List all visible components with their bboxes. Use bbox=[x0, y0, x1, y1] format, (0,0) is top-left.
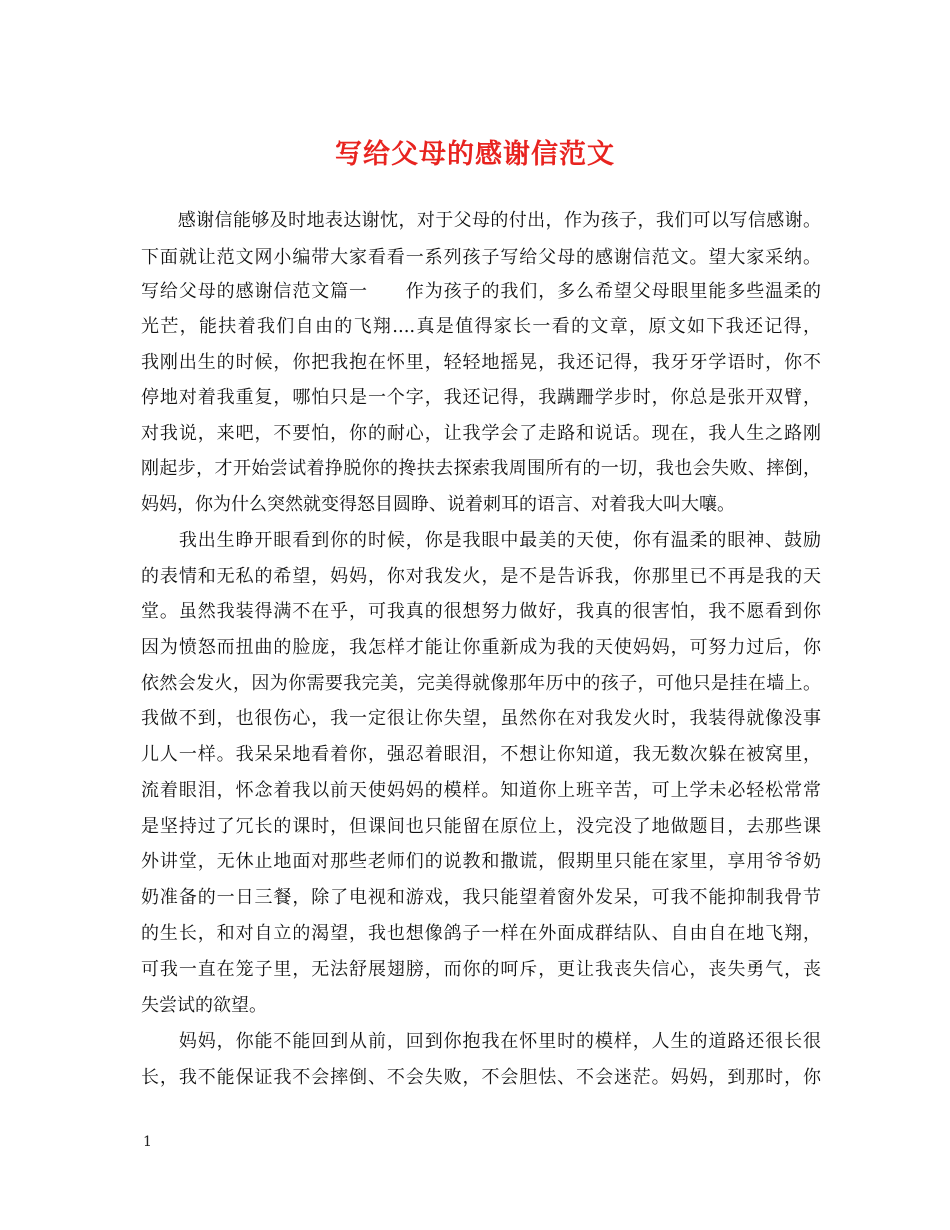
text-line: 我出生睁开眼看到你的时候，你是我眼中最美的天使，你有温柔的眼神、鼓励 bbox=[141, 530, 821, 551]
text-line: 妈妈，你为什么突然就变得怒目圆睁、说着刺耳的语言、对着我大叫大嚷。 bbox=[141, 494, 735, 515]
text-line: 的生长，和对自立的渴望，我也想像鸽子一样在外面成群结队、自由自在地飞翔， bbox=[141, 923, 821, 944]
text-line: 失尝试的欲望。 bbox=[141, 995, 267, 1016]
text-line: 堂。虽然我装得满不在乎，可我真的很想努力做好，我真的很害怕，我不愿看到你 bbox=[141, 601, 821, 622]
text-line: 是坚持过了冗长的课时，但课间也只能留在原位上，没完没了地做题目，去那些课 bbox=[141, 816, 821, 837]
text-line: 我做不到，也很伤心，我一定很让你失望，虽然你在对我发火时，我装得就像没事 bbox=[141, 708, 821, 729]
text-line: 奶准备的一日三餐，除了电视和游戏，我只能望着窗外发呆，可我不能抑制我骨节 bbox=[141, 887, 821, 908]
text-line: 停地对着我重复，哪怕只是一个字，我还记得，我蹒跚学步时，你总是张开双臂， bbox=[141, 387, 821, 408]
text-line: 妈妈，你能不能回到从前，回到你抱我在怀里时的模样，人生的道路还很长很 bbox=[141, 1031, 821, 1052]
text-line: 对我说，来吧，不要怕，你的耐心，让我学会了走路和说话。现在，我人生之路刚 bbox=[141, 423, 821, 444]
text-line: 长，我不能保证我不会摔倒、不会失败，不会胆怯、不会迷茫。妈妈，到那时，你 bbox=[141, 1067, 821, 1088]
document-title: 写给父母的感谢信范文 bbox=[335, 139, 615, 170]
text-line: 可我一直在笼子里，无法舒展翅膀，而你的呵斥，更让我丧失信心，丧失勇气，丧 bbox=[141, 959, 821, 980]
text-line: 儿人一样。我呆呆地看着你，强忍着眼泪，不想让你知道，我无数次躲在被窝里， bbox=[141, 744, 821, 765]
text-line: 写给父母的感谢信范文篇一 作为孩子的我们，多么希望父母眼里能多些温柔的 bbox=[141, 281, 821, 302]
text-line: 因为愤怒而扭曲的脸庞，我怎样才能让你重新成为我的天使妈妈，可努力过后，你 bbox=[141, 637, 821, 658]
text-line: 感谢信能够及时地表达谢忱，对于父母的付出，作为孩子，我们可以写信感谢。 bbox=[141, 210, 821, 231]
text-line: 我刚出生的时候，你把我抱在怀里，轻轻地摇晃，我还记得，我牙牙学语时，你不 bbox=[141, 352, 821, 373]
text-line: 下面就让范文网小编带大家看看一系列孩子写给父母的感谢信范文。望大家采纳。 bbox=[141, 247, 821, 268]
text-line: 的表情和无私的希望，妈妈，你对我发火，是不是告诉我，你那里已不再是我的天 bbox=[141, 566, 821, 587]
text-line: 外讲堂，无休止地面对那些老师们的说教和撒谎，假期里只能在家里，享用爷爷奶 bbox=[141, 851, 821, 872]
page-number: 1 bbox=[143, 1134, 152, 1150]
text-line: 光芒，能扶着我们自由的飞翔....真是值得家长一看的文章，原文如下我还记得， bbox=[141, 316, 821, 337]
text-line: 流着眼泪，怀念着我以前天使妈妈的模样。知道你上班辛苦，可上学未必轻松常常 bbox=[141, 780, 821, 801]
text-line: 依然会发火，因为你需要我完美，完美得就像那年历中的孩子，可他只是挂在墙上。 bbox=[141, 673, 821, 694]
text-line: 刚起步，才开始尝试着挣脱你的搀扶去探索我周围所有的一切，我也会失败、摔倒， bbox=[141, 458, 821, 479]
